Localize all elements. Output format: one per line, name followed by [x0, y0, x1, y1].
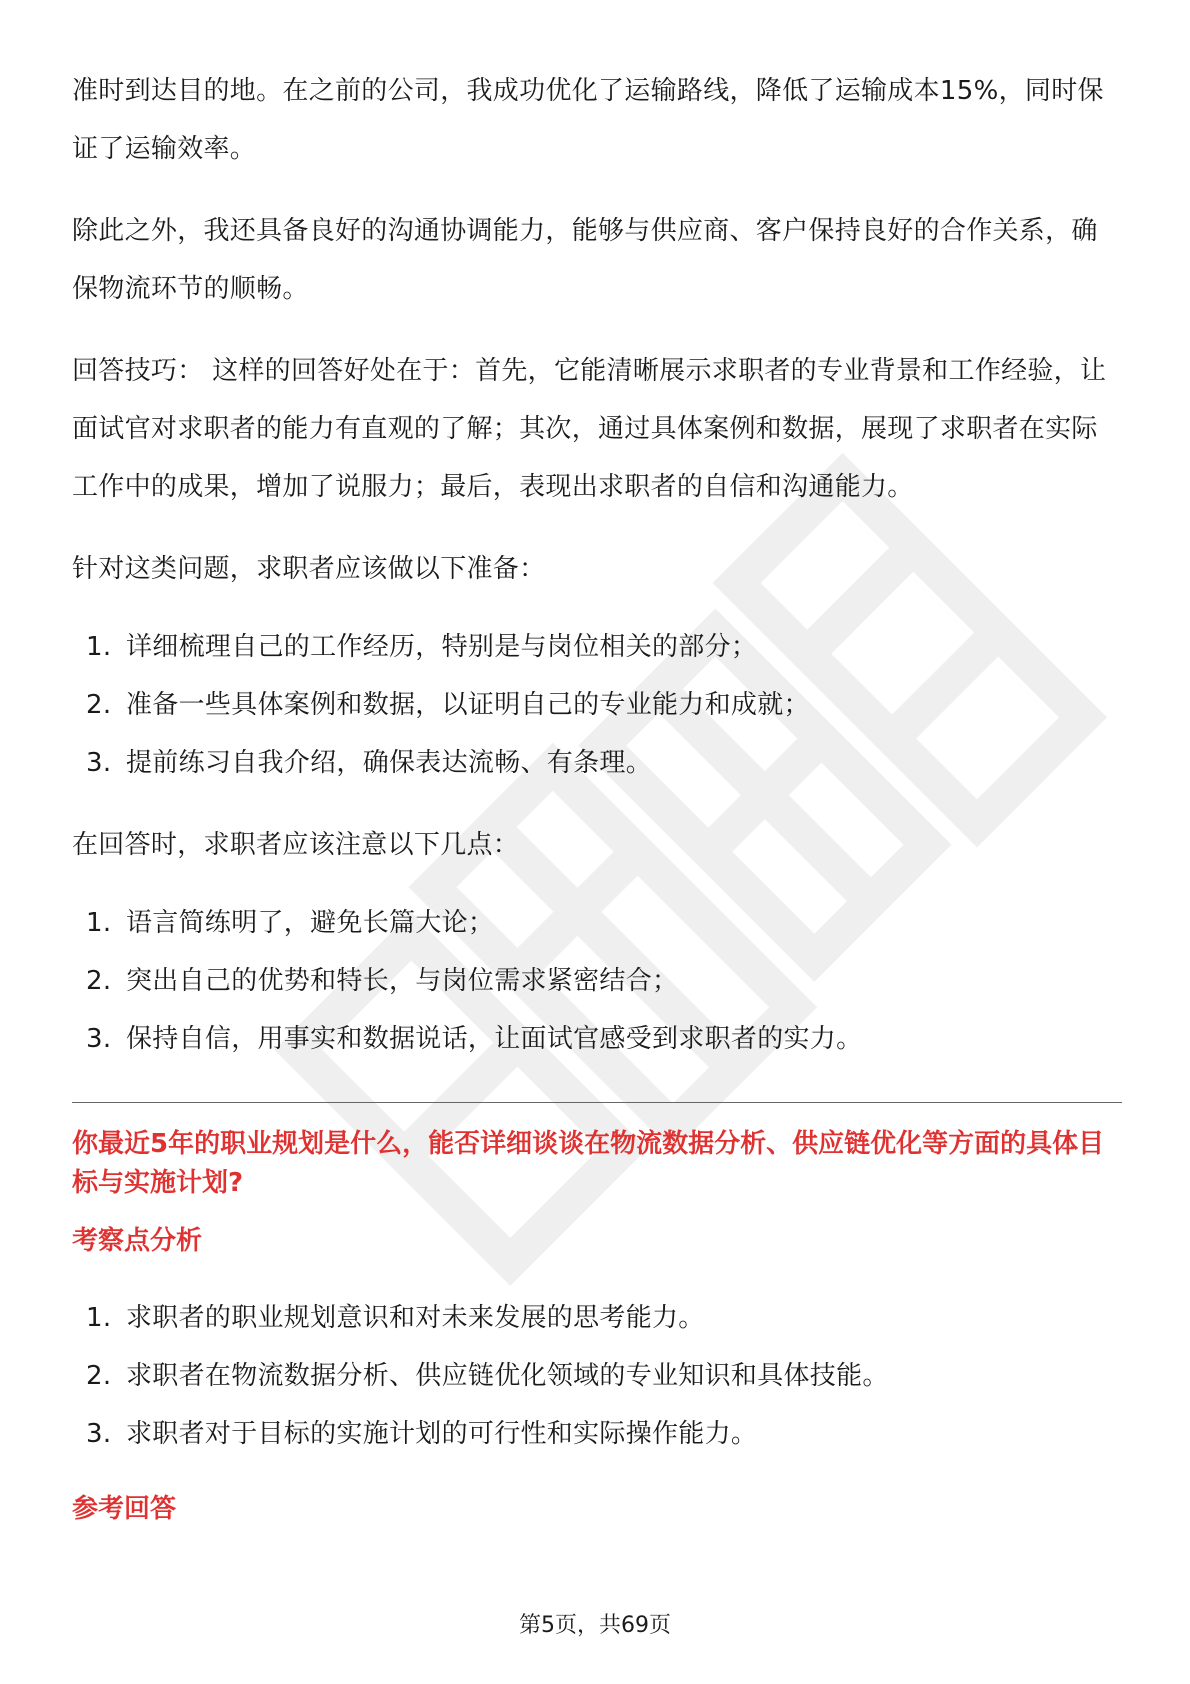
- list-item: [72, 894, 1122, 952]
- list-number: 1.: [86, 1303, 112, 1333]
- list-number: 2.: [86, 966, 112, 996]
- list-item: [72, 676, 1122, 734]
- list-item-text: 保持自信，用事实和数据说话，让面试官感受到求职者的实力。: [126, 1024, 863, 1054]
- reference-heading: 参考回答: [72, 1494, 177, 1524]
- list-number: 2.: [86, 690, 112, 720]
- question-heading: 你最近5年的职业规划是什么，能否详细谈谈在物流数据分析、供应链优化等方面的具体目标与实施计划?: [72, 1129, 1105, 1198]
- answer-tips-paragraph: 回答技巧： 这样的回答好处在于：首先，它能清晰展示求职者的专业背景和工作经验，让面试官对求职者的能力有直观的了解；其次，通过具体案例和数据，展现了求职者在实际工作中的成果，增加了说服力；最后，表现出求职者的自信和沟通能力。: [72, 356, 1107, 502]
- list-item-text: 求职者的职业规划意识和对未来发展的思考能力。: [126, 1303, 705, 1333]
- attention-lead: 在回答时，求职者应该注意以下几点：: [72, 830, 520, 860]
- list-number: 3.: [86, 1024, 112, 1054]
- intro-paragraph: 除此之外，我还具备良好的沟通协调能力，能够与供应商、客户保持良好的合作关系，确保物流环节的顺畅。: [72, 216, 1098, 304]
- list-item: [72, 734, 1122, 792]
- section-divider: [72, 1102, 1122, 1103]
- list-item: [72, 952, 1122, 1010]
- page-number-footer: 第5页，共69页: [519, 1613, 671, 1638]
- list-item: [72, 1289, 1122, 1347]
- prep-lead: 针对这类问题，求职者应该做以下准备：: [72, 554, 546, 584]
- list-number: 3.: [86, 748, 112, 778]
- document-body: [72, 62, 1122, 1537]
- analysis-list: [72, 1289, 1122, 1463]
- list-item-text: 突出自己的优势和特长，与岗位需求紧密结合；: [126, 966, 679, 996]
- list-number: 1.: [86, 632, 112, 662]
- list-item-text: 提前练习自我介绍，确保表达流畅、有条理。: [126, 748, 653, 778]
- list-item: [72, 1405, 1122, 1463]
- list-item-text: 详细梳理自己的工作经历，特别是与岗位相关的部分；: [126, 632, 758, 662]
- list-item: [72, 1347, 1122, 1405]
- list-item-text: 求职者对于目标的实施计划的可行性和实际操作能力。: [126, 1419, 758, 1449]
- list-number: 1.: [86, 908, 112, 938]
- list-item-text: 准备一些具体案例和数据，以证明自己的专业能力和成就；: [126, 690, 810, 720]
- list-item: [72, 1010, 1122, 1068]
- list-number: 2.: [86, 1361, 112, 1391]
- list-number: 3.: [86, 1419, 112, 1449]
- analysis-heading: 考察点分析: [72, 1226, 203, 1256]
- list-item-text: 求职者在物流数据分析、供应链优化领域的专业知识和具体技能。: [126, 1361, 889, 1391]
- prep-list: [72, 618, 1122, 792]
- attention-list: [72, 894, 1122, 1068]
- list-item: [72, 618, 1122, 676]
- intro-paragraph: 准时到达目的地。在之前的公司，我成功优化了运输路线，降低了运输成本15%，同时保证了运输效率。: [72, 76, 1104, 164]
- list-item-text: 语言简练明了，避免长篇大论；: [126, 908, 495, 938]
